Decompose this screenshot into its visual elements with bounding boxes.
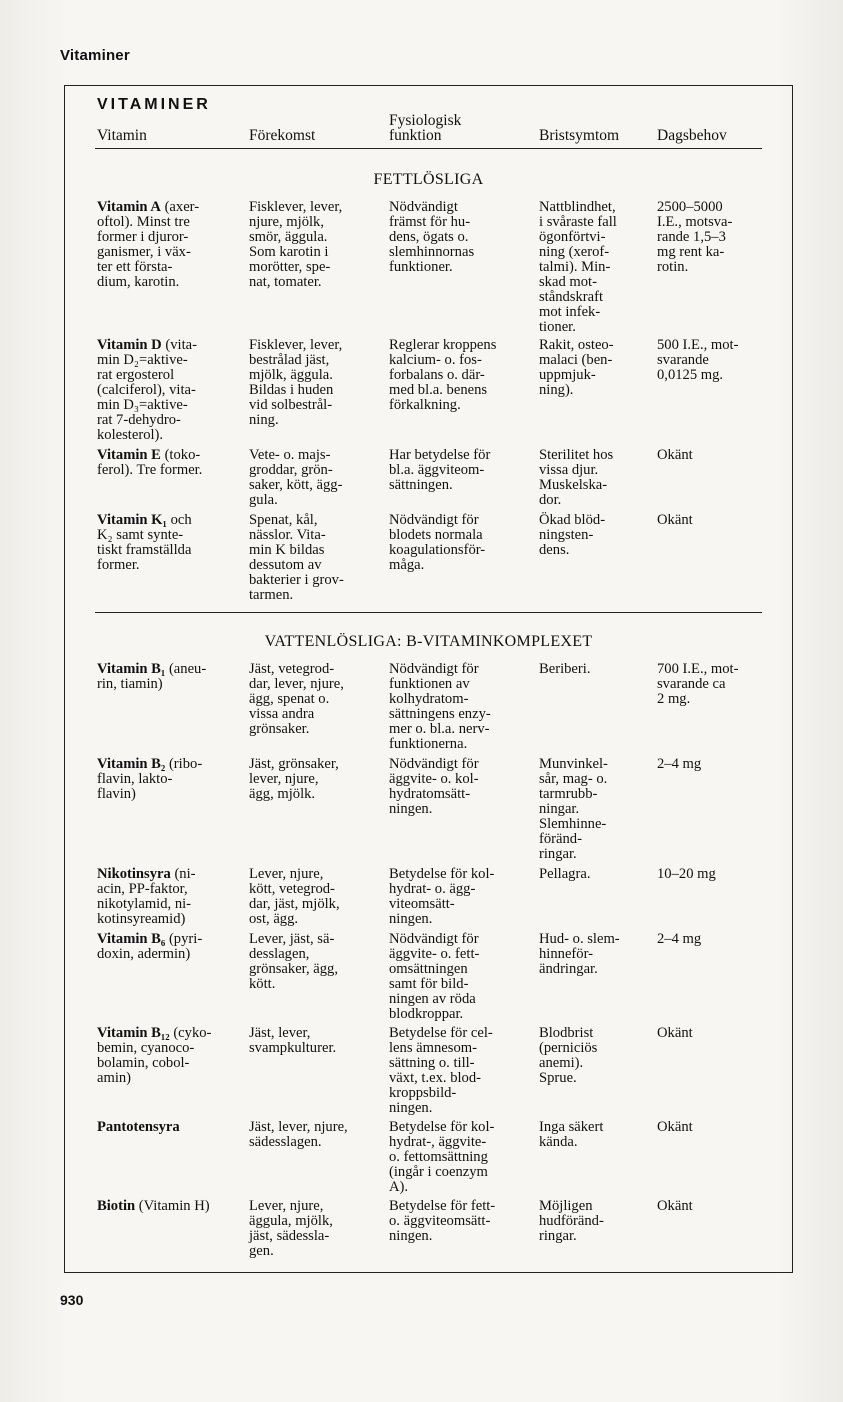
section-rule (95, 612, 762, 613)
cell-function: Betydelse för fett- o. äggviteomsätt- ningen. (389, 1198, 496, 1244)
cell-vitamin: Vitamin B₆ (pyri- doxin, adermin) (97, 931, 203, 962)
cell-daily-need: 700 I.E., mot- svarande ca 2 mg. (657, 661, 739, 707)
vitamin-table (64, 85, 793, 1273)
cell-occurrence: Jäst, grönsaker, lever, njure, ägg, mjölk. (249, 756, 339, 802)
cell-vitamin: Vitamin B₁ (aneu- rin, tiamin) (97, 661, 207, 692)
cell-function: Betydelse för kol- hydrat- o. ägg- viteomsätt- ningen. (389, 866, 495, 927)
cell-vitamin: Vitamin B₁₂ (cyko- bemin, cyanoco- bolamin, cobol- amin) (97, 1025, 212, 1086)
cell-occurrence: Lever, njure, äggula, mjölk, jäst, sädessla- gen. (249, 1198, 333, 1259)
cell-deficiency: Sterilitet hos vissa djur. Muskelska- dor. (539, 447, 614, 508)
cell-deficiency: Rakit, osteo- malaci (ben- uppmjuk- ning). (539, 337, 614, 398)
cell-deficiency: Ökad blöd- ningsten- dens. (539, 512, 606, 558)
cell-occurrence: Jäst, lever, svampkulturer. (249, 1025, 337, 1056)
cell-daily-need: Okänt (657, 512, 693, 528)
cell-daily-need: 2–4 mg (657, 931, 702, 947)
cell-vitamin: Pantotensyra (97, 1119, 180, 1135)
cell-function: Nödvändigt för blodets normala koagulationsför- måga. (389, 512, 486, 573)
cell-vitamin: Vitamin K₁ och K₂ samt synte- tiskt framställda former. (97, 512, 192, 573)
cell-daily-need: Okänt (657, 1025, 693, 1041)
cell-vitamin: Biotin (Vitamin H) (97, 1198, 210, 1214)
cell-occurrence: Lever, njure, kött, vetegrod- dar, jäst, mjölk, ost, ägg. (249, 866, 340, 927)
cell-daily-need: Okänt (657, 1198, 693, 1214)
cell-vitamin: Vitamin E (toko- ferol). Tre former. (97, 447, 203, 478)
cell-deficiency: Blodbrist (perniciös anemi). Sprue. (539, 1025, 598, 1086)
section-title-fat-soluble: FETTLÖSLIGA (373, 171, 484, 188)
cell-function: Har betydelse för bl.a. äggviteom- sättningen. (389, 447, 491, 493)
cell-function: Nödvändigt för funktionen av kolhydratom- sättningens enzy- mer o. bl.a. nerv- funktionerna. (389, 661, 491, 752)
cell-function: Reglerar kroppens kalcium- o. fos- forbalans o. där- med bl.a. benens förkalkning. (389, 337, 497, 413)
cell-vitamin: Nikotinsyra (ni- acin, PP-faktor, nikotylamid, ni- kotinsyreamid) (97, 866, 196, 927)
cell-function: Betydelse för kol- hydrat-, äggvite- o. fettomsättning (ingår i coenzym A). (389, 1119, 495, 1195)
header-deficiency: Bristsymtom (539, 127, 620, 144)
table-title: VITAMINER (97, 96, 211, 113)
cell-function: Nödvändigt för äggvite- o. fett- omsättningen samt för bild- ningen av röda blodkroppar. (389, 931, 480, 1022)
header-vitamin: Vitamin (97, 127, 147, 144)
cell-vitamin: Vitamin D (vita- min D₂=aktive- rat ergosterol (calciferol), vita- min D₃=aktive- rat 7-dehydro- kolesterol). (97, 337, 197, 443)
header-occurrence: Förekomst (249, 127, 316, 144)
cell-vitamin: Vitamin A (axer- oftol). Minst tre former i djuror- ganismer, i väx- ter ett första- dium, karotin. (97, 199, 200, 290)
cell-deficiency: Nattblindhet, i svåraste fall ögonförtvi- ning (xerof- talmi). Min- skad mot- ståndskraft mot infek- tioner. (539, 199, 617, 335)
cell-deficiency: Beriberi. (539, 661, 591, 677)
cell-daily-need: Okänt (657, 1119, 693, 1135)
running-head: Vitaminer (60, 47, 130, 64)
header-rule (95, 148, 762, 149)
cell-occurrence: Fisklever, lever, njure, mjölk, smör, äggula. Som karotin i morötter, spe- nat, tomater. (249, 199, 343, 290)
cell-daily-need: 500 I.E., mot- svarande 0,0125 mg. (657, 337, 739, 383)
cell-vitamin: Vitamin B₂ (ribo- flavin, lakto- flavin) (97, 756, 203, 802)
cell-daily-need: Okänt (657, 447, 693, 463)
cell-occurrence: Vete- o. majs- groddar, grön- saker, kött, ägg- gula. (249, 447, 343, 508)
cell-occurrence: Lever, jäst, sä- desslagen, grönsaker, ägg, kött. (249, 931, 338, 992)
cell-daily-need: 2500–5000 I.E., motsva- rande 1,5–3 mg rent ka- rotin. (657, 199, 733, 275)
cell-function: Betydelse för cel- lens ämnesom- sättning o. till- växt, t.ex. blod- kroppsbild- ningen. (389, 1025, 493, 1116)
header-daily-need: Dagsbehov (657, 127, 727, 144)
cell-occurrence: Jäst, lever, njure, sädesslagen. (249, 1119, 348, 1150)
cell-occurrence: Spenat, kål, nässlor. Vita- min K bildas dessutom av bakterier i grov- tarmen. (249, 512, 344, 603)
cell-function: Nödvändigt främst för hu- dens, ögats o. slemhinnornas funktioner. (389, 199, 475, 275)
cell-daily-need: 2–4 mg (657, 756, 702, 772)
cell-deficiency: Pellagra. (539, 866, 591, 882)
cell-function: Nödvändigt för äggvite- o. kol- hydratomsätt- ningen. (389, 756, 479, 817)
cell-deficiency: Munvinkel- sår, mag- o. tarmrubb- ningar. Slemhinne- föränd- ringar. (539, 756, 608, 862)
header-function: Fysiologisk funktion (389, 112, 462, 144)
cell-deficiency: Möjligen hudföränd- ringar. (539, 1198, 604, 1244)
section-title-water-soluble: VATTENLÖSLIGA: B-VITAMINKOMPLEXET (264, 633, 593, 650)
cell-deficiency: Hud- o. slem- hinneför- ändringar. (539, 931, 620, 977)
cell-occurrence: Fisklever, lever, bestrålad jäst, mjölk, äggula. Bildas i huden vid solbestrål- ning. (249, 337, 343, 428)
cell-daily-need: 10–20 mg (657, 866, 716, 882)
page-number: 930 (60, 1292, 84, 1308)
cell-occurrence: Jäst, vetegrod- dar, lever, njure, ägg, spenat o. vissa andra grönsaker. (249, 661, 344, 737)
cell-deficiency: Inga säkert kända. (539, 1119, 604, 1150)
